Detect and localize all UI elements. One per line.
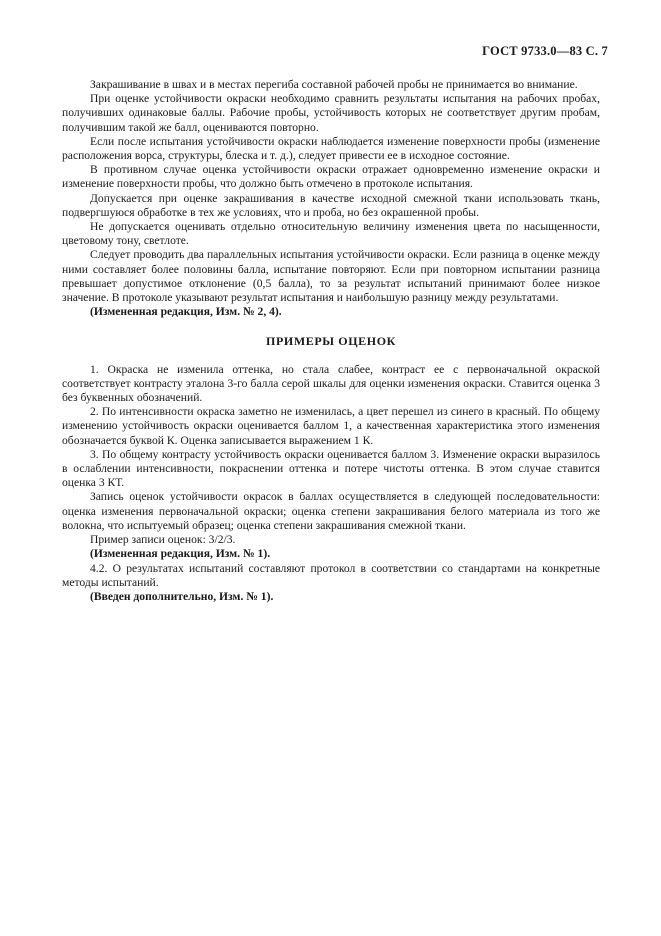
- paragraph: В противном случае оценка устойчивости окраски отражает одновременно изменение окраски и изменение поверхности пробы, что должно быть отмечено в протоколе испытания.: [62, 163, 600, 191]
- revision-note: (Введен дополнительно, Изм. № 1).: [90, 589, 274, 603]
- revision-note: (Измененная редакция, Изм. № 2, 4).: [90, 305, 282, 319]
- document-body: [62, 78, 600, 604]
- example-item: 3. По общему контрасту устойчивость окраски оценивается баллом 3. Изменение окраски выразилось в ослаблении интенсивности, покраснении оттенка и потере чистоты оттенка. В этом случае ставится оценка 3 КТ.: [62, 447, 600, 490]
- revision-note: (Измененная редакция, Изм. № 1).: [90, 547, 271, 561]
- example-item: 2. По интенсивности окраска заметно не изменилась, а цвет перешел из синего в красный. По общему изменению устойчивость окраски оценивается баллом 1, а качественная характеристика этого изменения обозначается буквой К. Оценка записывается выражением 1 К.: [62, 405, 600, 447]
- paragraph: Если после испытания устойчивости окраски наблюдается изменение поверхности пробы (изменение расположения ворса, структуры, блеска и т. д.), следует привести ее в исходное состояние.: [62, 134, 600, 163]
- paragraph: Не допускается оценивать отдельно относительную величину изменения цвета по насыщенности, цветовому тону, светлоте.: [62, 220, 600, 248]
- paragraph: Следует проводить два параллельных испытания устойчивости окраски. Если разница в оценке между ними составляет более половины балла, испытание повторяют. Если при повторном испытании разница превышает допустимое отклонение (0,5 балла), то за результат испытаний принимают более низкое значение. В протоколе указывают результат испытания и наибольшую разницу между результатами.: [62, 248, 600, 305]
- paragraph: Пример записи оценок: 3/2/3.: [90, 533, 236, 547]
- example-item: 1. Окраска не изменила оттенка, но стала слабее, контраст ее с первоначальной окраской соответствует контрасту эталона 3-го балла серой шкалы для оценки изменения окраски. Ставится оценка 3 без буквенных обозначений.: [62, 362, 600, 405]
- page-header: ГОСТ 9733.0—83 С. 7: [482, 44, 608, 58]
- paragraph: Закрашивание в швах и в местах перегиба составной рабочей пробы не принимается во внимание.: [90, 78, 578, 91]
- paragraph: Запись оценок устойчивости окрасок в баллах осуществляется в следующей последовательности: оценка изменения первоначальной окраски; оценка степени закрашивания белого материала из того же волокна, что испытуемый образец; оценка степени закрашивания смежной ткани.: [62, 490, 600, 532]
- paragraph: При оценке устойчивости окраски необходимо сравнить результаты испытания на рабочих пробах, получивших одинаковые баллы. Рабочие пробы, устойчивость которых не соответствует другим пробам, получившим такой же балл, оцениваются повторно.: [62, 92, 600, 134]
- section-heading: ПРИМЕРЫ ОЦЕНОК: [266, 334, 396, 349]
- paragraph: 4.2. О результатах испытаний составляют протокол в соответствии со стандартами на конкретные методы испытаний.: [62, 561, 600, 589]
- paragraph: Допускается при оценке закрашивания в качестве исходной смежной ткани использовать ткань, подвергшуюся обработке в тех же условиях, что и проба, но без окрашенной пробы.: [62, 191, 600, 219]
